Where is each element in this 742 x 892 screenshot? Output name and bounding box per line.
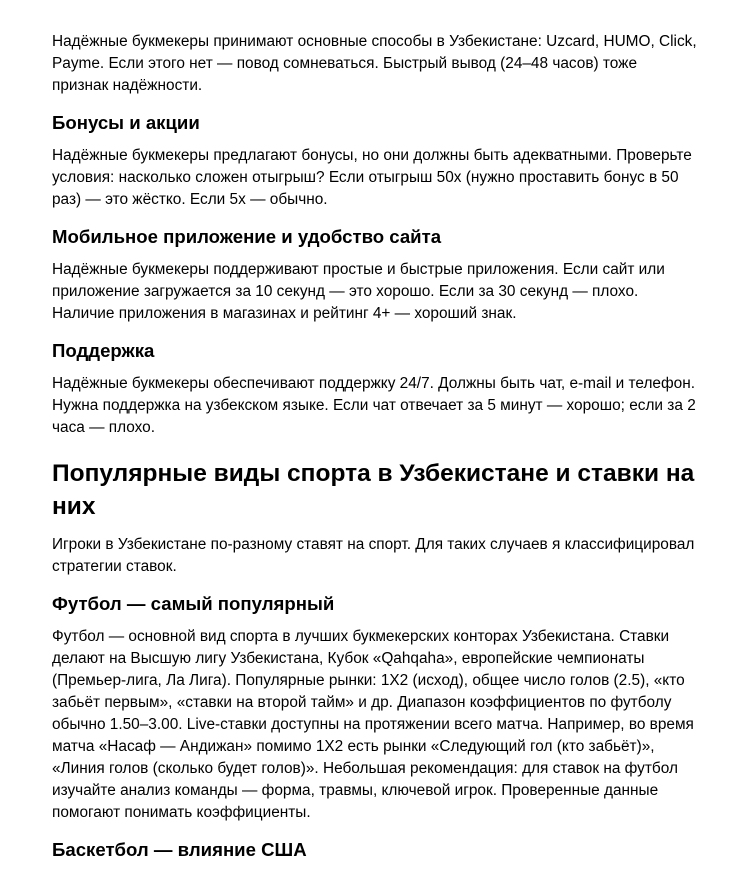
paragraph-support: Надёжные букмекеры обеспечивают поддержку 24/7. Должны быть чат, e-mail и телефон. Нужна поддержка на узбекском языке. Если чат отвечает за 5 минут — хорошо; если за 2 часа — плохо. <box>52 375 696 436</box>
article-content <box>52 31 697 861</box>
section-heading-mobile-app: Мобильное приложение и удобство сайта <box>52 226 442 247</box>
section-heading-support: Поддержка <box>52 340 155 361</box>
paragraph-popular-sports: Игроки в Узбекистане по-разному ставят на спорт. Для таких случаев я классифицировал стратегии ставок. <box>52 536 695 575</box>
intro-paragraph: Надёжные букмекеры принимают основные способы в Узбекистане: Uzcard, HUMO, Click, Payme. Если этого нет — повод сомневаться. Быстрый вывод (24–48 часов) тоже признак надёжности. <box>52 33 697 94</box>
section-heading-popular-sports: Популярные виды спорта в Узбекистане и ставки на них <box>52 460 695 520</box>
section-heading-basketball: Баскетбол — влияние США <box>52 839 307 860</box>
paragraph-bonuses: Надёжные букмекеры предлагают бонусы, но они должны быть адекватными. Проверьте условия: насколько сложен отыгрыш? Если отыгрыш 50x (нужно проставить бонус в 50 раз) — это жёстко. Если 5x — обычно. <box>52 147 692 208</box>
section-heading-bonuses: Бонусы и акции <box>52 112 200 133</box>
section-heading-football: Футбол — самый популярный <box>52 593 335 614</box>
paragraph-mobile-app: Надёжные букмекеры поддерживают простые и быстрые приложения. Если сайт или приложение загружается за 10 секунд — это хорошо. Если за 30 секунд — плохо. Наличие приложения в магазинах и рейтинг 4+ — хороший знак. <box>52 261 665 322</box>
paragraph-football: Футбол — основной вид спорта в лучших букмекерских конторах Узбекистана. Ставки делают на Высшую лигу Узбекистана, Кубок «Qahqaha», европейские чемпионаты (Премьер-лига, Ла Лига). Популярные рынки: 1X2 (исход), общее число голов (2.5), «кто забьёт первым», «ставки на второй тайм» и др. Диапазон коэффициентов по футболу обычно 1.50–3.00. Live-ставки доступны на протяжении всего матча. Например, во время матча «Насаф — Андижан» помимо 1X2 есть рынки «Следующий гол (кто забьёт)», «Линия голов (сколько будет голов)». Небольшая рекомендация: для ставок на футбол изучайте анализ команды — форма, травмы, ключевой игрок. Проверенные данные помогают понимать коэффициенты. <box>52 628 694 821</box>
